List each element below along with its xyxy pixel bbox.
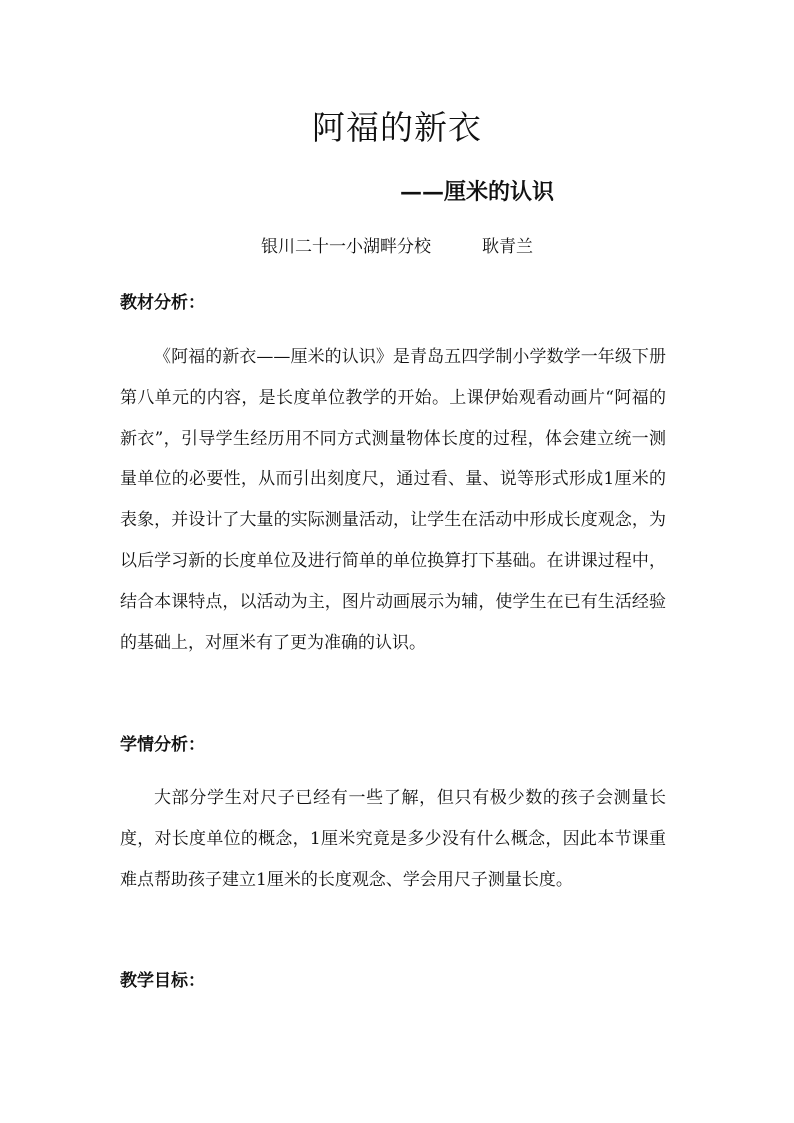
- section-heading-teaching-objectives: 教学目标：: [120, 971, 205, 991]
- section-body-student-analysis: 大部分学生对尺子已经有一些了解，但只有极少数的孩子会测量长度，对长度单位的概念，1厘米究竟是多少没有什么概念，因此本节课重难点帮助孩子建立1厘米的长度观念、学会用尺子测量长度。: [120, 788, 666, 890]
- document-title: 阿福的新衣: [312, 108, 482, 147]
- section-heading-textbook-analysis: 教材分析：: [120, 293, 205, 313]
- section-body-textbook-analysis: 《阿福的新衣——厘米的认识》是青岛五四学制小学数学一年级下册第八单元的内容，是长度单位教学的开始。上课伊始观看动画片“阿福的新衣”，引导学生经历用不同方式测量物体长度的过程，体会建立统一测量单位的必要性，从而引出刻度尺，通过看、量、说等形式形成1厘米的表象，并设计了大量的实际测量活动，让学生在活动中形成长度观念，为以后学习新的长度单位及进行简单的单位换算打下基础。在讲课过程中，结合本课特点，以活动为主，图片动画展示为辅，使学生在已有生活经验的基础上，对厘米有了更为准确的认识。: [120, 347, 666, 653]
- author-line: 银川二十一小湖畔分校 耿青兰: [261, 237, 533, 257]
- section-heading-student-analysis: 学情分析：: [120, 735, 205, 755]
- document-subtitle: ——厘米的认识: [400, 179, 555, 205]
